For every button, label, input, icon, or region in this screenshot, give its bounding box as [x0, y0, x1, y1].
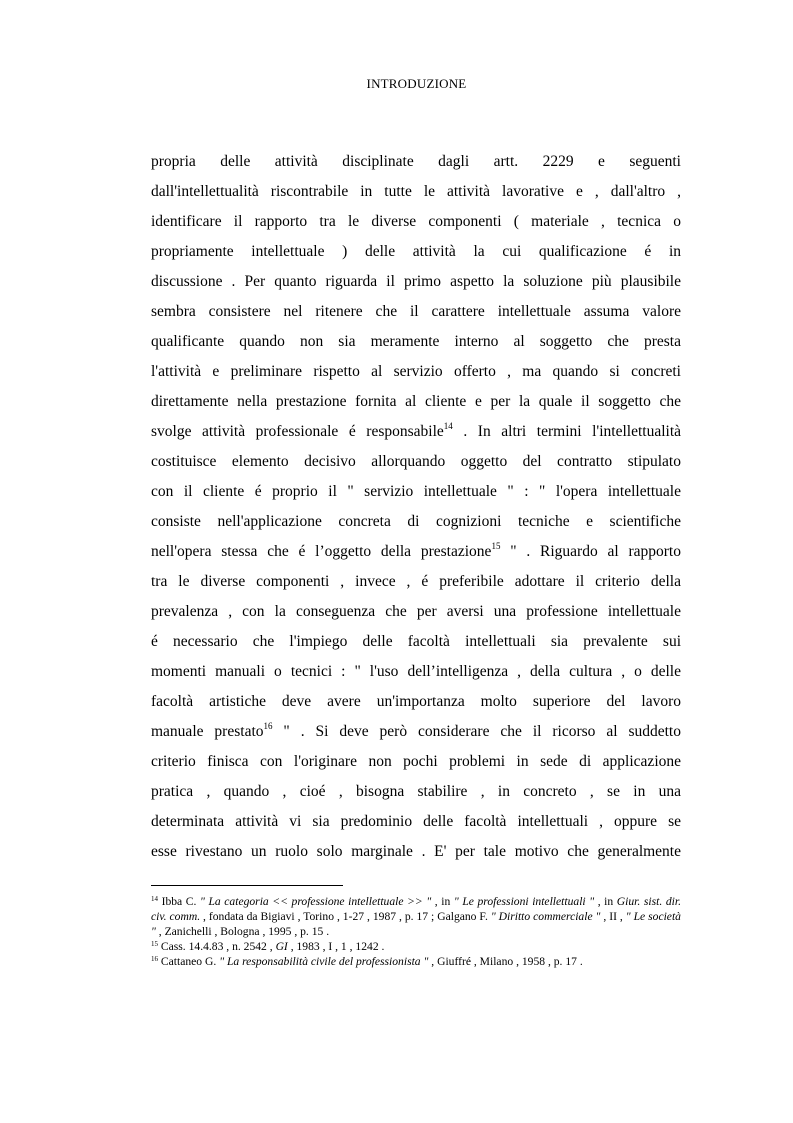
body-line: con il cliente é proprio il " servizio intellettuale " : " l'opera intellettuale: [151, 483, 681, 500]
body-line: propriamente intellettuale ) delle attività la cui qualificazione é in: [151, 243, 681, 260]
footnote-number: 14: [151, 895, 158, 903]
body-line: é necessario che l'impiego delle facoltà intellettuali sia prevalente sui: [151, 633, 681, 650]
body-line: costituisce elemento decisivo allorquando oggetto del contratto stipulato: [151, 453, 681, 470]
body-line: prevalenza , con la conseguenza che per aversi una professione intellettuale: [151, 603, 681, 620]
body-line: l'attività e preliminare rispetto al servizio offerto , ma quando si concreti: [151, 363, 681, 380]
footnote-divider: [151, 885, 343, 886]
body-line: momenti manuali o tecnici : " l'uso dell’intelligenza , della cultura , o delle: [151, 663, 681, 680]
footnote-number: 16: [151, 955, 158, 963]
body-line: criterio finisca con l'originare non pochi problemi in sede di applicazione: [151, 753, 681, 770]
footnote-ref: 15: [491, 541, 501, 551]
body-line: qualificante quando non sia meramente interno al soggetto che presta: [151, 333, 681, 350]
body-line: direttamente nella prestazione fornita al cliente e per la quale il soggetto che: [151, 393, 681, 410]
footnotes: [151, 894, 681, 969]
body-line: esse rivestano un ruolo solo marginale . E' per tale motivo che generalmente: [151, 843, 681, 860]
footnote-16: $^{16}$ Cattaneo G. " La responsabilità civile del professionista " , Giuffré , Milano , 1958 , p. 17 .: [151, 955, 583, 968]
body-line: nell'opera stessa che é l’oggetto della prestazione$^{15}$ " . Riguardo al rapporto: [151, 541, 681, 560]
body-text: [151, 147, 681, 867]
footnote-14: $^{14}$ Ibba C. " La categoria << professione intellettuale >> " , in " Le professioni intellettuali " , in Giur. sist. dir. civ. comm. , fondata da Bigiavi , Torino , 1-27 , 1987 , p. 17 ; Galgano F. " Diritto commerciale " , II , " Le società " , Zanichelli , Bologna , 1995 , p. 15 .: [151, 895, 681, 938]
body-line: consiste nell'applicazione concreta di cognizioni tecniche e scientifiche: [151, 513, 681, 530]
body-line: discussione . Per quanto riguarda il primo aspetto la soluzione più plausibile: [151, 273, 681, 290]
footnote-ref: 14: [443, 421, 453, 431]
page-header: INTRODUZIONE: [366, 76, 467, 91]
body-line: propria delle attività disciplinate dagli artt. 2229 e seguenti: [151, 153, 681, 170]
footnote-number: 15: [151, 940, 158, 948]
body-line: svolge attività professionale é responsabile$^{14}$ . In altri termini l'intellettualità: [151, 421, 682, 440]
body-line: tra le diverse componenti , invece , é preferibile adottare il criterio della: [151, 573, 681, 590]
body-line: manuale prestato$^{16}$ " . Si deve però considerare che il ricorso al suddetto: [151, 721, 681, 740]
body-line: facoltà artistiche deve avere un'importanza molto superiore del lavoro: [151, 693, 681, 710]
body-line: determinata attività vi sia predominio delle facoltà intellettuali , oppure se: [151, 813, 681, 830]
body-line: identificare il rapporto tra le diverse componenti ( materiale , tecnica o: [151, 213, 681, 230]
body-line: dall'intellettualità riscontrabile in tutte le attività lavorative e , dall'altro ,: [151, 183, 681, 200]
body-line: sembra consistere nel ritenere che il carattere intellettuale assuma valore: [151, 303, 681, 320]
body-line: pratica , quando , cioé , bisogna stabilire , in concreto , se in una: [151, 783, 681, 800]
footnote-15: $^{15}$ Cass. 14.4.83 , n. 2542 , GI , 1983 , I , 1 , 1242 .: [151, 940, 385, 953]
footnote-ref: 16: [263, 721, 273, 731]
